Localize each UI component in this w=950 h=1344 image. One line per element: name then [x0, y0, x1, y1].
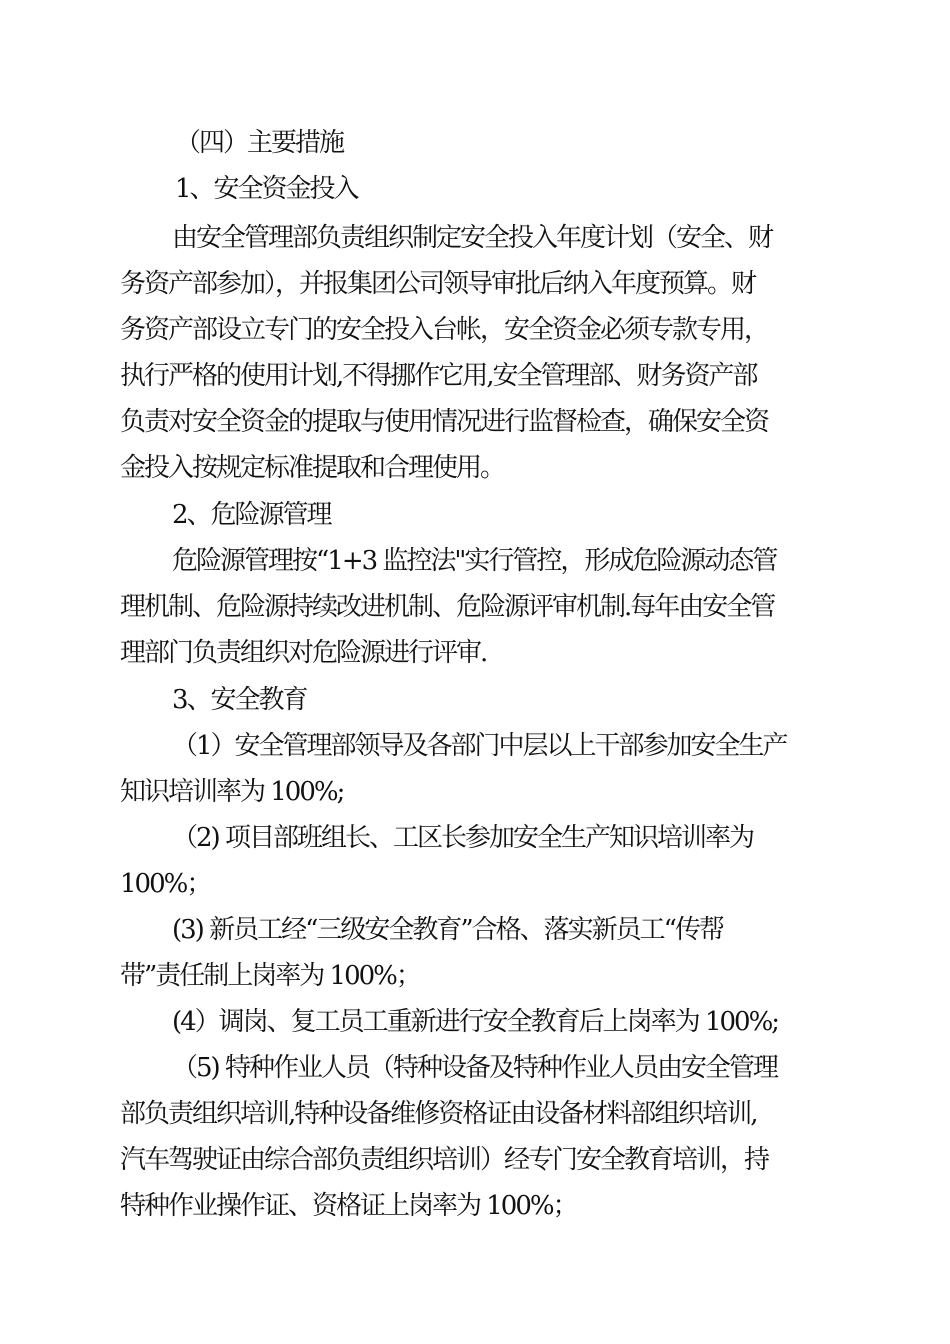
- paragraph-line: 务资产部设立专门的安全投入台帐，安全资金必须专款专用，: [120, 315, 769, 345]
- paragraph-line: 理机制、危险源持续改进机制、危险源评审机制.每年由安全管: [120, 592, 775, 622]
- paragraph-line: 务资产部参加），并报集团公司领导审批后纳入年度预算。财: [120, 269, 756, 299]
- section-heading: （四）主要措施: [175, 128, 344, 158]
- paragraph-line: 执行严格的使用计划,不得挪作它用,安全管理部、财务资产部: [120, 361, 757, 391]
- paragraph-line: 理部门负责组织对危险源进行评审.: [120, 638, 487, 668]
- paragraph-line: 金投入按规定标准提取和合理使用。: [120, 453, 505, 483]
- list-item-line: 汽车驾驶证由综合部负责组织培训）经专门安全教育培训，持: [120, 1145, 769, 1175]
- list-item-line: 100%；: [120, 869, 211, 899]
- paragraph-line: 由安全管理部负责组织制定安全投入年度计划（安全、财: [172, 223, 773, 253]
- paragraph-line: 危险源管理按“1+3 监控法"实行管控，形成危险源动态管: [172, 546, 777, 576]
- list-item-line: 知识培训率为 100%;: [120, 777, 344, 807]
- list-item-line: （2) 项目部班组长、工区长参加安全生产知识培训率为: [172, 823, 753, 853]
- list-item-line: 带”责任制上岗率为 100%；: [120, 961, 420, 991]
- subheading-hazard-management: 2、危险源管理: [172, 500, 331, 530]
- list-item-line: (4）调岗、复工员工重新进行安全教育后上岗率为 100%;: [172, 1007, 779, 1037]
- paragraph-line: 负责对安全资金的提取与使用情况进行监督检查，确保安全资: [120, 407, 769, 437]
- list-item-line: 部负责组织培训,特种设备维修资格证由设备材料部组织培训,: [120, 1099, 757, 1129]
- list-item-line: （5) 特种作业人员（特种设备及特种作业人员由安全管理: [172, 1053, 777, 1083]
- list-item-line: 特种作业操作证、资格证上岗率为 100%；: [120, 1191, 577, 1221]
- subheading-safety-funding: 1、安全资金投入: [175, 174, 358, 204]
- list-item-line: (3) 新员工经“三级安全教育”合格、落实新员工“传帮: [172, 915, 723, 945]
- subheading-safety-education: 3、安全教育: [172, 685, 307, 715]
- list-item-line: （1）安全管理部领导及各部门中层以上干部参加安全生产: [172, 731, 787, 761]
